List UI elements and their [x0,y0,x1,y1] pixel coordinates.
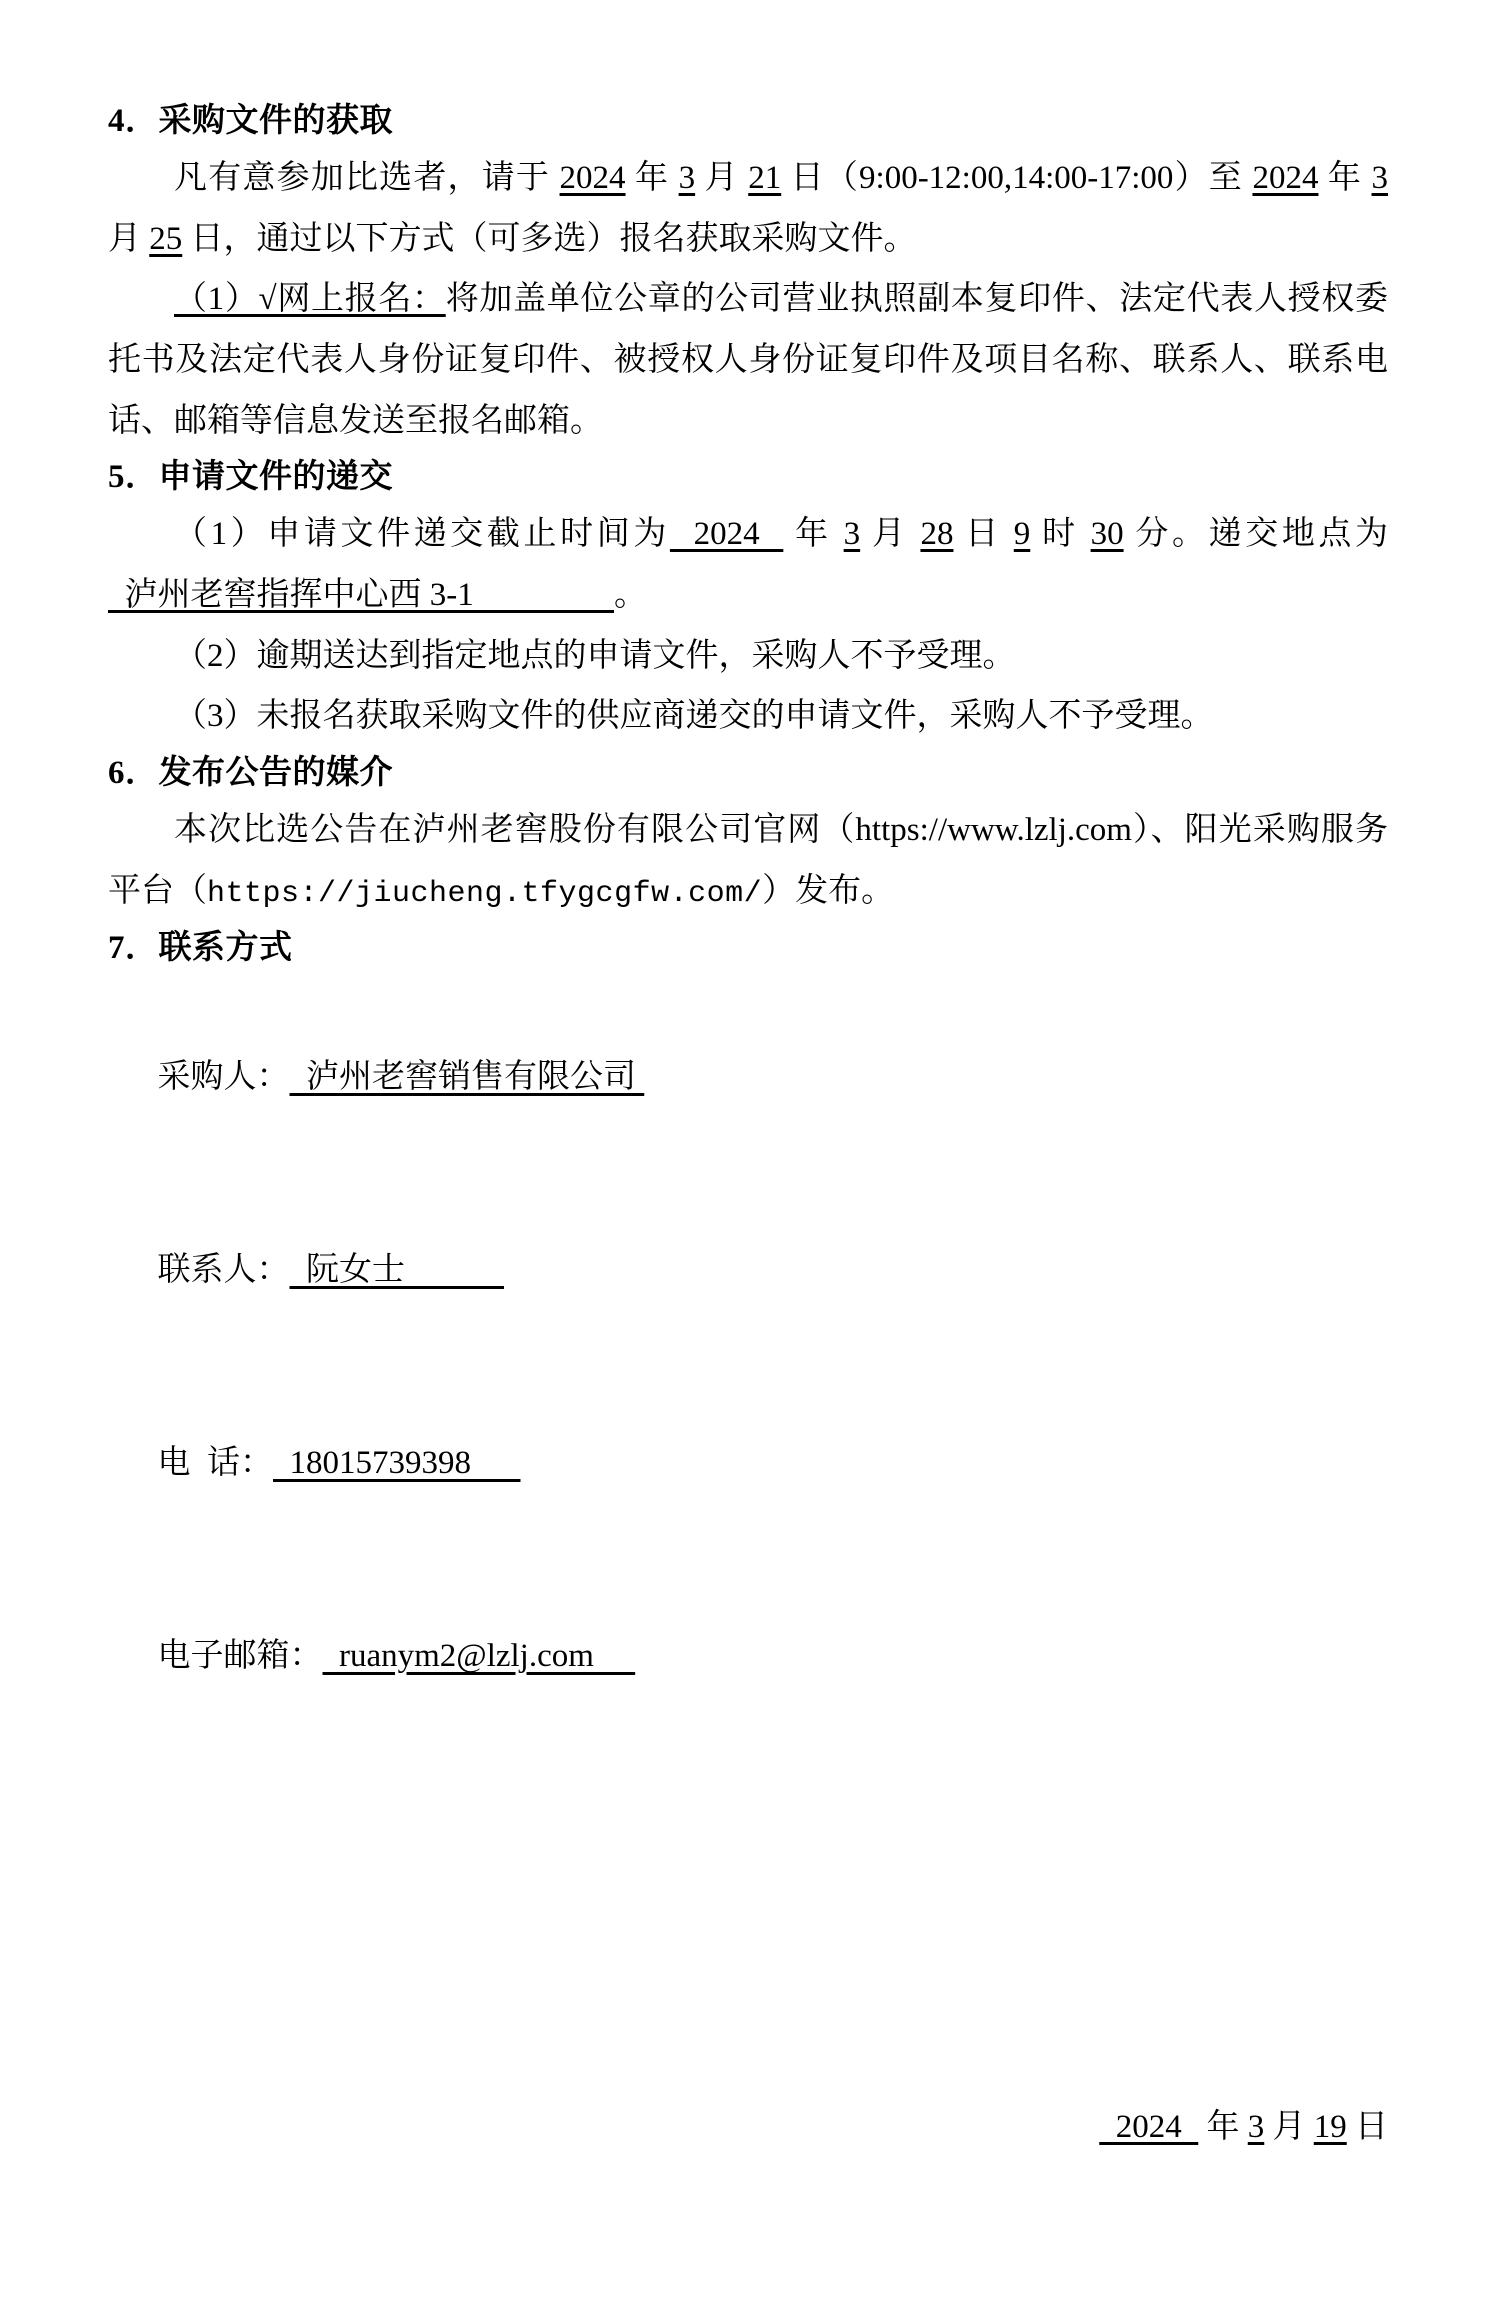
document-footer-date [0,2063,1388,2184]
text-fragment: ）发布。 [762,872,895,909]
deadline-day: 28 [920,516,954,553]
section-title-6: 发布公告的媒介 [158,755,393,792]
text-fragment: 日 [1346,2109,1388,2145]
text-fragment: 分。递交地点为 [1123,516,1389,553]
online-registration-text: 将加盖单位公章的公司营业执照副本复印件、法定代表人授权委托书及法定代表人身份证复印件、被授权人身份证复印件及项目名称、联系人、联系电话、邮箱等信息发送至报名邮箱。 [108,281,1389,439]
contact-value: 18015739398 [273,1444,521,1481]
deadline-year: 2024 [669,516,784,553]
date-month-end: 3 [1371,159,1389,196]
contact-label: 电 话： [157,1444,273,1481]
text-fragment: 月 [695,159,749,196]
footer-month: 3 [1247,2109,1265,2145]
section-heading-4 [108,95,1388,148]
contact-purchaser [108,981,1388,1174]
section-heading-7 [108,922,1388,975]
text-fragment: 日，通过以下方式（可多选）报名获取采购文件。 [182,220,917,257]
footer-year: 2024 [1099,2109,1199,2145]
section-heading-6 [108,747,1388,800]
contact-value: 阮女士 [289,1251,504,1288]
date-month-start: 3 [678,159,696,196]
text-fragment: （1）申请文件递交截止时间为 [174,516,670,553]
submission-location: 泸州老窖指挥中心西 3-1 [108,576,614,613]
text-fragment: 年 [1198,2109,1248,2145]
text-fragment: 月 [108,220,150,257]
text-fragment: 日 [953,516,1014,553]
text-fragment: 日（9:00-12:00,14:00-17:00）至 [781,159,1253,196]
contact-phone [108,1367,1388,1560]
section-number-4: 4． [108,103,159,139]
contact-label: 采购人： [157,1058,290,1095]
text-fragment: 凡有意参加比选者，请于 [174,159,560,196]
date-year-end: 2024 [1252,159,1319,196]
date-day-end: 25 [149,220,183,257]
paragraph-5-3: （3）未报名获取采购文件的供应商递交的申请文件，采购人不予受理。 [174,698,1214,735]
section-number-7: 7． [108,929,159,966]
date-day-start: 21 [748,159,782,196]
contact-value: ruanym2@lzlj.com [322,1638,636,1674]
paragraph-4-1 [108,148,1388,269]
procurement-platform-url: https://jiucheng.tfygcgfw.com/ [207,876,763,911]
section-number-5: 5． [108,459,159,496]
section-title-7: 联系方式 [158,929,293,966]
section-title-4: 采购文件的获取 [158,103,393,139]
paragraph-5-2: （2）逾期送达到指定地点的申请文件，采购人不予受理。 [174,637,1016,674]
paragraph-5-1 [108,504,1388,625]
official-website-url: https://www.lzlj.com [855,811,1132,848]
contact-value: 泸州老窖销售有限公司 [289,1058,645,1095]
contact-person [108,1174,1388,1367]
text-fragment: 年 [1318,159,1372,196]
contact-label: 联系人： [157,1251,290,1288]
paragraph-6-1 [108,800,1388,922]
footer-day: 19 [1313,2109,1347,2145]
section-number-6: 6． [108,755,159,792]
date-year-start: 2024 [559,159,626,196]
deadline-hour: 9 [1013,516,1031,553]
text-fragment: ）、阳光采购服务平台（ [108,811,1389,909]
text-fragment: 时 [1030,516,1091,553]
contact-email [108,1560,1388,1753]
deadline-minute: 30 [1090,516,1124,553]
document-body [108,95,1388,1753]
contact-label: 电子邮箱： [157,1638,323,1674]
text-fragment: 年 [783,516,844,553]
text-fragment: 年 [625,159,679,196]
text-fragment: 月 [1264,2109,1314,2145]
section-title-5: 申请文件的递交 [158,459,393,496]
deadline-month: 3 [843,516,861,553]
text-fragment: 本次比选公告在泸州老窖股份有限公司官网（ [174,811,856,848]
online-registration-label: （1）√网上报名： [174,281,446,318]
paragraph-4-2 [108,269,1388,451]
text-fragment: 月 [860,516,921,553]
text-fragment: 。 [614,576,647,613]
section-heading-5 [108,451,1388,504]
